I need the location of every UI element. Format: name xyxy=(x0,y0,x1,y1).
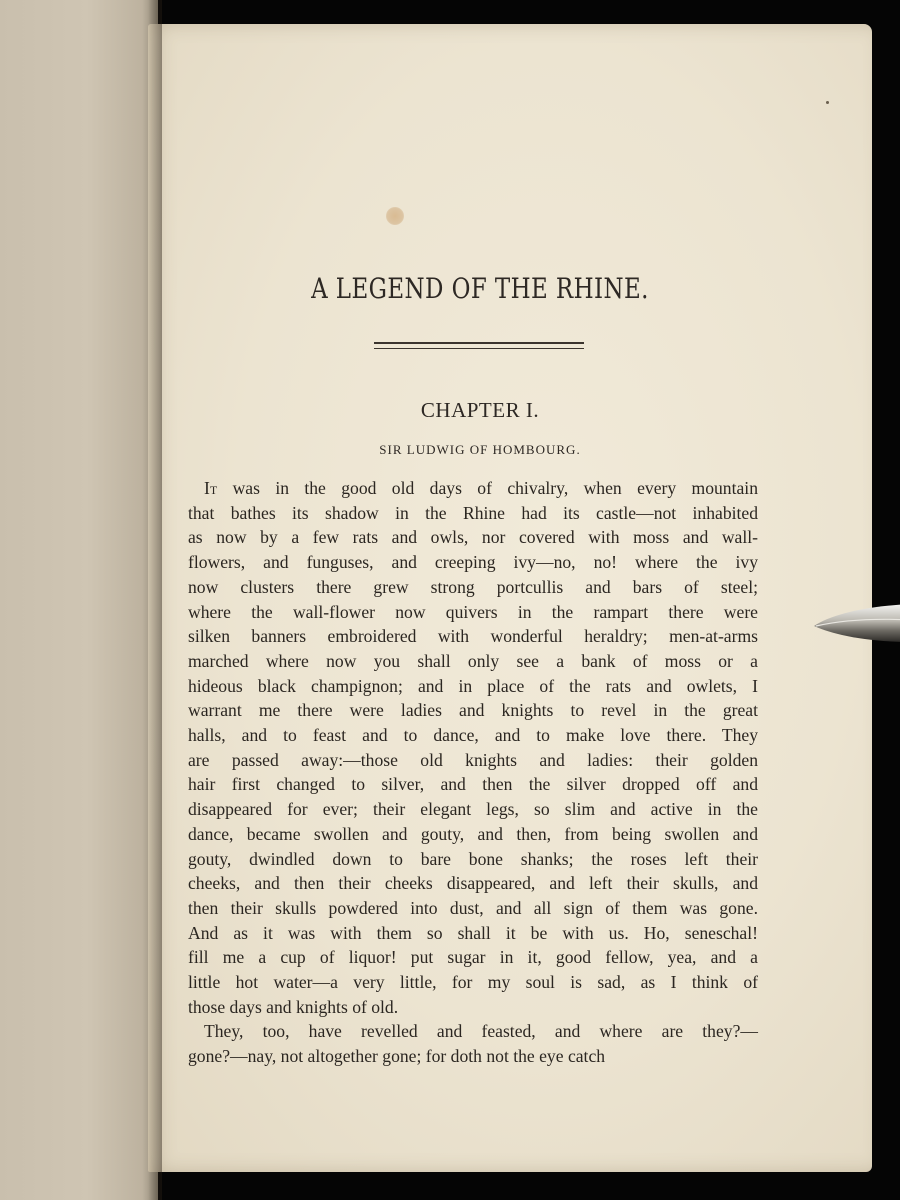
text-line xyxy=(188,995,758,1020)
line-text: dance, became swollen and gouty, and then, from being swollen and xyxy=(188,823,758,844)
line-text: as now by a few rats and owls, nor covered with moss and wall- xyxy=(188,527,758,548)
line-text: gone?—nay, not altogether gone; for doth not the eye catch xyxy=(188,1046,606,1067)
line-text: now clusters there grew strong portcullis and bars of steel; xyxy=(188,576,758,597)
line-text: gouty, dwindled down to bare bone shanks; the roses left their xyxy=(188,848,758,869)
text-line xyxy=(188,945,758,970)
line-text: cheeks, and then their cheeks disappeared, and left their skulls, and xyxy=(188,873,758,894)
paragraph-1 xyxy=(188,476,758,1019)
line-text: disappeared for ever; their elegant legs, so slim and active in the xyxy=(188,799,758,820)
text-line xyxy=(188,748,758,773)
line-text: halls, and to feast and to dance, and to make love there. They xyxy=(188,725,758,746)
paper-speck xyxy=(826,101,829,104)
line-text: then their skulls powdered into dust, and all sign of them was gone. xyxy=(188,897,758,918)
facing-page xyxy=(0,0,158,1200)
text-line xyxy=(188,871,758,896)
line-text: hideous black champignon; and in place of the rats and owlets, I xyxy=(188,675,758,696)
text-line xyxy=(188,797,758,822)
body-text xyxy=(188,476,758,1069)
chapter-subtitle: SIR LUDWIG OF HOMBOURG. xyxy=(379,442,581,457)
text-line xyxy=(188,674,758,699)
paragraph-2 xyxy=(188,1019,758,1068)
page-title: A LEGEND OF THE RHINE. xyxy=(311,272,649,305)
text-line xyxy=(188,501,758,526)
text-line xyxy=(188,1044,758,1069)
text-line xyxy=(188,1019,758,1044)
line-text: that bathes its shadow in the Rhine had its castle—not inhabited xyxy=(188,502,758,523)
text-line xyxy=(188,575,758,600)
text-line xyxy=(188,822,758,847)
line-text: fill me a cup of liquor! put sugar in it, good fellow, yea, and a xyxy=(188,947,758,968)
line-text: those days and knights of old. xyxy=(188,996,399,1017)
gutter-shadow xyxy=(148,0,162,1200)
title-rule xyxy=(374,342,584,349)
line-text: silken banners embroidered with wonderful heraldry; men-at-arms xyxy=(188,626,758,647)
line-text: little hot water—a very little, for my soul is sad, as I think of xyxy=(188,972,758,993)
text-line xyxy=(188,896,758,921)
foxing-stain xyxy=(386,207,404,225)
drop-word: It xyxy=(204,478,218,498)
line-text: marched where now you shall only see a bank of moss or a xyxy=(188,650,758,671)
chapter-heading: CHAPTER I. xyxy=(420,398,540,422)
text-line xyxy=(188,649,758,674)
line-text: where the wall-flower now quivers in the rampart there were xyxy=(188,601,758,622)
paper-knife xyxy=(812,598,900,648)
line-text: They, too, have revelled and feasted, and where are they?— xyxy=(204,1021,758,1042)
text-line xyxy=(188,525,758,550)
text-line xyxy=(188,550,758,575)
text-line xyxy=(188,476,758,501)
text-line xyxy=(188,847,758,872)
line-text: hair first changed to silver, and then the silver dropped off and xyxy=(188,774,758,795)
text-line xyxy=(188,970,758,995)
text-line xyxy=(188,772,758,797)
line-text: warrant me there were ladies and knights to revel in the great xyxy=(188,700,758,721)
line-text: was in the good old days of chivalry, when every mountain xyxy=(217,478,758,498)
text-line xyxy=(188,698,758,723)
line-text: flowers, and funguses, and creeping ivy—no, no! where the ivy xyxy=(188,552,758,573)
line-text: are passed away:—those old knights and ladies: their golden xyxy=(188,749,758,770)
text-line xyxy=(188,921,758,946)
line-text: And as it was with them so shall it be with us. Ho, seneschal! xyxy=(188,922,758,943)
text-line xyxy=(188,624,758,649)
text-line xyxy=(188,600,758,625)
text-line xyxy=(188,723,758,748)
